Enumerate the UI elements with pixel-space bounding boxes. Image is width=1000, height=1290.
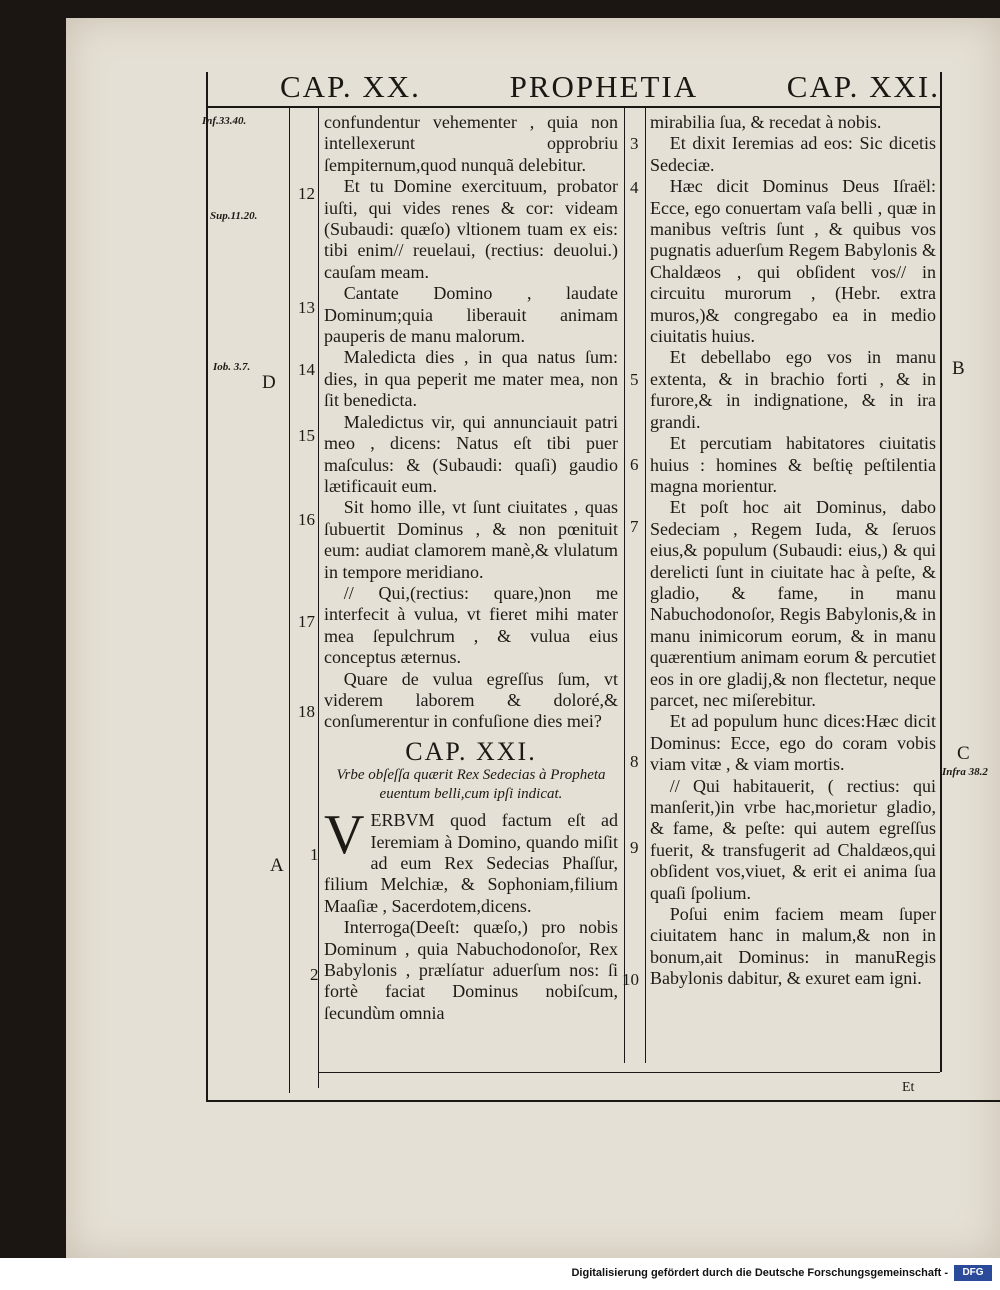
dfg-logo: DFG (954, 1265, 992, 1281)
paragraph: Maledictus vir, qui annunciauit patri meo , dicens: Natus eſt tibi puer maſculus: & (Subaudi: quaſi) gaudio lætificauit eum. (324, 411, 618, 496)
left-column-rule (318, 108, 319, 1088)
chapter-first-paragraph (324, 804, 618, 917)
left-column (324, 112, 618, 1024)
running-header (280, 70, 940, 104)
first-paragraph-text: ERBVM quod factum eſt ad Ieremiam à Domino, quando miſit ad eum Rex Sedecias Phaſſur, filium Melchiæ, & Sophoniam,filium Maaſiæ , Sacerdotem,dicens. (324, 810, 618, 916)
margin-letter-a: A (270, 855, 284, 876)
catchword: Et (902, 1080, 915, 1095)
verse-number: 15 (298, 426, 315, 445)
margin-letter-b: B (952, 358, 965, 379)
verse-number: 10 (622, 970, 639, 989)
paragraph: Et poſt hoc ait Dominus, dabo Sedeciam , Regem Iuda, & ſeruos eius,& populum (Subaudi: eius,) & qui derelicti ſunt in ciuitate hac à peſte, & gladio, & fame, in manu Nabuchodonoſor, Regis Babylonis,& in manu inimicorum eorum, & in manu quærentium animam eorum & percutiet eos in ore gladij,& non flectetur, neque parcet, nec miſerebitur. (650, 497, 936, 710)
paragraph: Et percutiam habitatores ciuitatis huius : homines & beſtię peſtilentia magna morientur. (650, 433, 936, 496)
paragraph: confundentur vehementer , quia non intellexerunt opprobriu ſempiternum,quod nunquã delebitur. (324, 112, 618, 175)
verse-number: 3 (630, 134, 639, 153)
margin-letter-d: D (262, 372, 276, 393)
header-right: CAP. XXI. (786, 69, 940, 104)
verse-number: 5 (630, 370, 639, 389)
funding-notice: Digitalisierung gefördert durch die Deutsche Forschungsgemeinschaft - (571, 1267, 948, 1279)
verse-number: 4 (630, 178, 639, 197)
chapter-summary: Vrbe obſeſſa quærit Rex Sedecias à Propheta euentum belli,cum ipſi indicat. (336, 767, 606, 803)
verse-number: 1 (310, 845, 319, 864)
verse-number: 2 (310, 965, 319, 984)
paragraph: Hæc dicit Dominus Deus Iſraël: Ecce, ego conuertam vaſa belli , quæ in manibus veſtris ſunt , & quibus vos pugnatis aduerſum Regem Babylonis & Chaldæos , qui obſident vos// in circuitu murorum , (Hebr. extra muros,)& congregabo ea in medio ciuitatis huius. (650, 176, 936, 347)
left-margin-rule (289, 108, 290, 1093)
paragraph: Et ad populum hunc dices:Hæc dicit Dominus: Ecce, ego do coram vobis viam vitæ , & viam mortis. (650, 711, 936, 775)
paragraph: Et dixit Ieremias ad eos: Sic dicetis Sedeciæ. (650, 133, 936, 175)
paragraph: Interroga(Deeſt: quæſo,) pro nobis Dominum , quia Nabuchodonoſor, Rex Babylonis , prælíatur aduerſum nos: ſi fortè faciat Dominus nobiſcum, ſecundùm omnia (324, 917, 618, 1023)
verse-number: 16 (298, 510, 315, 529)
paragraph: Maledicta dies , in qua natus ſum: dies, in qua peperit me mater mea, non ſit benedicta. (324, 347, 618, 411)
verse-number: 8 (630, 752, 639, 771)
chapter-heading: CAP. XXI. (405, 736, 537, 766)
paragraph: Sit homo ille, vt ſunt ciuitates , quas ſubuertit Dominus , & non pœnituit eum: audiat clamorem manè,& vlulatum in tempore meridiano. (324, 497, 618, 582)
paragraph: Quare de vulua egreſſus ſum, vt viderem laborem & doloré,& conſumerentur in confuſione dies mei? (324, 668, 618, 732)
verse-number: 14 (298, 360, 315, 379)
paragraph: Et debellabo ego vos in manu extenta, & in brachio forti , & in furore,& in indignatione, & in ira grandi. (650, 347, 936, 432)
paragraph: mirabilia ſua, & recedat à nobis. (650, 112, 882, 132)
header-left: CAP. XX. (280, 69, 421, 104)
bottom-outer-rule (208, 1100, 1000, 1102)
paragraph: // Qui habitauerit, ( rectius: qui manſerit,)in vrbe hac,morietur gladio, & fame, & peſte: qui autem egreſſus fuerit, & transfugerit ad Chaldæos,qui obſident vos,viuet, & erit ei anima ſua quaſi ſpolium. (650, 775, 936, 903)
paragraph: Cantate Domino , laudate Dominum;quia liberauit animam pauperis de manu malorum. (324, 283, 618, 347)
verse-number: 13 (298, 298, 315, 317)
right-column-rule (645, 108, 646, 1063)
verse-number: 18 (298, 702, 315, 721)
header-center: PROPHETIA (509, 69, 699, 104)
margin-ref-right: Infra 38.2 (942, 766, 988, 778)
margin-ref-2: Sup.11.20. (210, 210, 258, 222)
right-column (650, 112, 936, 990)
paragraph: Poſui enim faciem meam ſuper ciuitatem hanc in malum,& non in bonum,ait Dominus: in manuRegis Babylonis dabitur, & exuret eam igni. (650, 904, 936, 989)
verse-number: 17 (298, 612, 315, 631)
right-frame-rule (940, 72, 942, 1072)
margin-ref-1: Inf.33.40. (202, 115, 247, 127)
drop-cap: V (324, 804, 365, 867)
verse-number: 6 (630, 455, 639, 474)
verse-number: 9 (630, 838, 639, 857)
center-rule (624, 108, 625, 1063)
left-frame-rule (206, 72, 208, 1102)
verse-number: 7 (630, 517, 639, 536)
margin-letter-c: C (957, 743, 970, 764)
margin-ref-3: Iob. 3.7. (213, 361, 251, 373)
paragraph: Et tu Domine exercituum, probator iuſti, qui vides renes & cor: videam (Subaudi: quæſo) vltionem tuam ex eis: tibi enim// reuelaui, (rectius: deuolui.) cauſam meam. (324, 176, 618, 282)
bottom-inner-rule (318, 1072, 940, 1073)
verse-number: 12 (298, 184, 315, 203)
paragraph: // Qui,(rectius: quare,)non me interfecit à vulua, vt fieret mihi mater mea ſepulchrum , & vulua eius conceptus æternus. (324, 582, 618, 668)
